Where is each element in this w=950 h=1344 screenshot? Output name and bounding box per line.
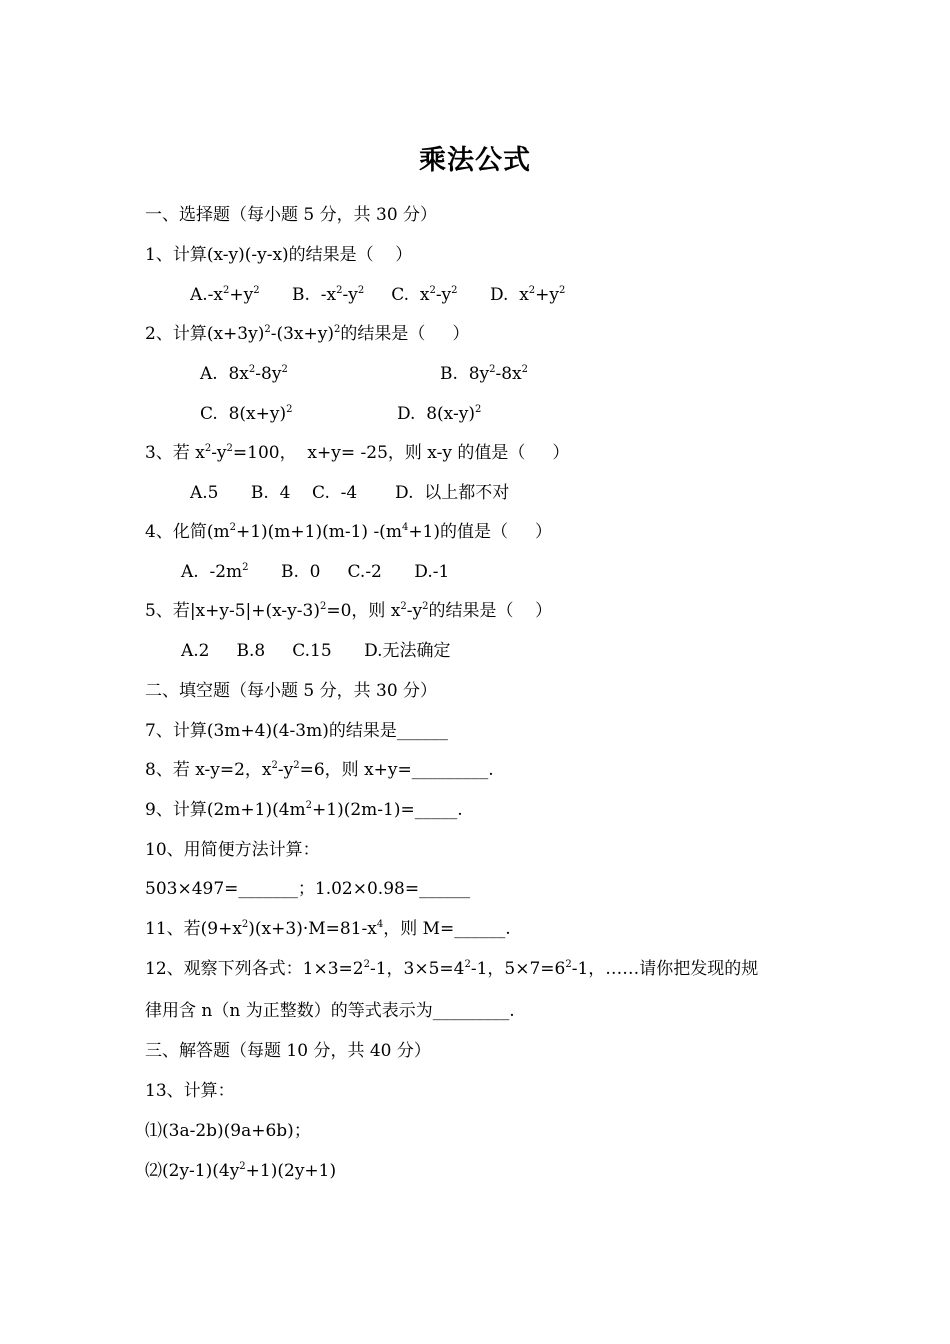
text-segment: B. 0 C.-2 D.-1 [248,562,450,582]
text-segment: =100， x+y= -25，则 x-y 的值是（ ） [232,443,570,463]
text-segment: +y [229,285,254,305]
superscript: 2 [429,285,436,296]
superscript: 2 [239,1161,246,1172]
text-segment: -8y [255,364,282,384]
text-line-q4-opts [181,561,449,583]
text-line-q1 [145,244,412,266]
text-segment: -1，……请你把发现的规 [571,959,759,979]
text-segment: 二、填空题（每小题 5 分，共 30 分） [145,681,438,701]
text-segment: 8、若 x-y=2，x [145,760,272,780]
text-segment: 的结果是（ ） [428,601,553,621]
superscript: 2 [464,959,471,970]
superscript: 2 [333,324,341,335]
superscript: 2 [253,285,260,296]
text-line-q5-opts [181,640,451,662]
superscript: 2 [451,285,458,296]
text-segment: ⑵(2y-1)(4y [145,1161,240,1181]
superscript: 2 [242,562,249,573]
text-line-q5 [145,600,552,622]
superscript: 2 [293,760,300,771]
superscript: 2 [521,364,529,375]
superscript: 2 [271,760,278,771]
text-segment: -1，5×7=6 [470,959,566,979]
superscript: 2 [363,959,370,970]
superscript: 2 [319,601,327,612]
text-line-q13 [145,1080,235,1102]
text-segment: -y [435,285,452,305]
text-segment: +1)(2m-1)=_____. [312,800,463,820]
text-line-q12-cont [145,1000,515,1022]
text-segment: 13、计算： [145,1081,235,1101]
superscript: 4 [376,919,384,930]
superscript: 2 [248,364,256,375]
text-line-q1-opts [190,284,565,306]
superscript: 2 [264,324,271,335]
text-segment: -y [277,760,294,780]
superscript: 2 [559,285,566,296]
superscript: 2 [223,285,230,296]
superscript: 2 [226,443,233,454]
text-segment: ⑴(3a-2b)(9a+6b)； [145,1121,311,1141]
text-line-q10 [145,839,320,861]
text-segment: -1，3×5=4 [369,959,465,979]
text-segment: +1)(2y+1) [245,1161,337,1181]
superscript: 4 [401,522,409,533]
text-line-sec2 [145,680,437,702]
text-segment: 一、选择题（每小题 5 分，共 30 分） [145,205,438,225]
text-segment: 1、计算(x-y)(-y-x)的结果是（ ） [145,245,413,265]
text-segment: +y [535,285,560,305]
text-segment: A. -2m [181,562,243,582]
superscript: 2 [474,404,482,415]
superscript: 2 [357,285,365,296]
text-segment: 的结果是（ ） [340,324,470,344]
superscript: 2 [489,364,496,375]
text-segment: ，则 M=______. [383,919,511,939]
text-line-q13-1 [145,1120,311,1142]
text-line-q10-calc [145,878,470,900]
text-segment: D. x [457,285,529,305]
superscript: 2 [229,522,236,533]
text-segment: A.2 B.8 C.15 D.无法确定 [181,641,451,661]
text-segment: )(x+3)·M=81-x [248,919,377,939]
text-line-sec1 [145,204,437,226]
text-segment: -(3x+y) [270,324,334,344]
superscript: 2 [204,443,212,454]
text-segment: +1)的值是（ ） [408,522,553,542]
superscript: 2 [241,919,249,930]
text-segment: 11、若(9+x [145,919,242,939]
text-line-sec3 [145,1040,431,1062]
superscript: 2 [565,959,572,970]
superscript: 2 [528,285,536,296]
text-line-q3 [145,442,569,464]
text-line-q2-opt-a [200,363,288,385]
superscript: 2 [286,404,293,415]
text-segment: +1)(m+1)(m-1) -(m [235,522,402,542]
text-line-q2-opt-b [440,363,528,385]
text-segment: -y [211,443,227,463]
text-segment: =6，则 x+y=_________. [299,760,494,780]
text-segment: -y [342,285,358,305]
text-segment: 7、计算(3m+4)(4-3m)的结果是______ [145,721,448,741]
page-title: 乘法公式 [419,145,531,176]
text-line-q9 [145,799,463,821]
text-segment: A.5 B. 4 C. -4 D. 以上都不对 [190,483,510,503]
text-line-q3-opts [190,482,509,504]
text-line-q7 [145,720,448,742]
text-segment: 三、解答题（每题 10 分，共 40 分） [145,1041,431,1061]
text-line-q4 [145,521,552,543]
text-line-q2 [145,323,469,345]
text-segment: 5、若|x+y-5|+(x-y-3) [145,601,320,621]
text-segment: 12、观察下列各式：1×3=2 [145,959,364,979]
text-segment: A.-x [190,285,224,305]
text-segment: C. x [364,285,430,305]
text-segment: 10、用简便方法计算： [145,840,320,860]
text-segment: B. 8y [440,364,490,384]
text-segment: 3、若 x [145,443,205,463]
text-line-q2-opt-d [397,403,481,425]
text-segment: D. 8(x-y) [397,404,475,424]
superscript: 2 [336,285,343,296]
superscript: 2 [305,800,313,811]
superscript: 2 [281,364,288,375]
text-segment: -8x [495,364,522,384]
text-segment: 503×497=_______；1.02×0.98=______ [145,879,471,899]
text-line-q13-2 [145,1160,336,1182]
superscript: 2 [400,601,407,612]
text-segment: 2、计算(x+3y) [145,324,265,344]
text-line-q2-opt-c [200,403,293,425]
text-segment: C. 8(x+y) [200,404,287,424]
text-line-q8 [145,759,494,781]
text-segment: B. -x [259,285,337,305]
text-line-q11 [145,918,511,940]
superscript: 2 [422,601,429,612]
text-segment: 律用含 n（n 为正整数）的等式表示为_________. [145,1001,515,1021]
text-segment: 4、化简(m [145,522,230,542]
text-segment: =0，则 x [326,601,401,621]
text-segment: A. 8x [200,364,249,384]
text-segment: 9、计算(2m+1)(4m [145,800,306,820]
text-segment: -y [406,601,423,621]
text-line-q12 [145,958,758,980]
